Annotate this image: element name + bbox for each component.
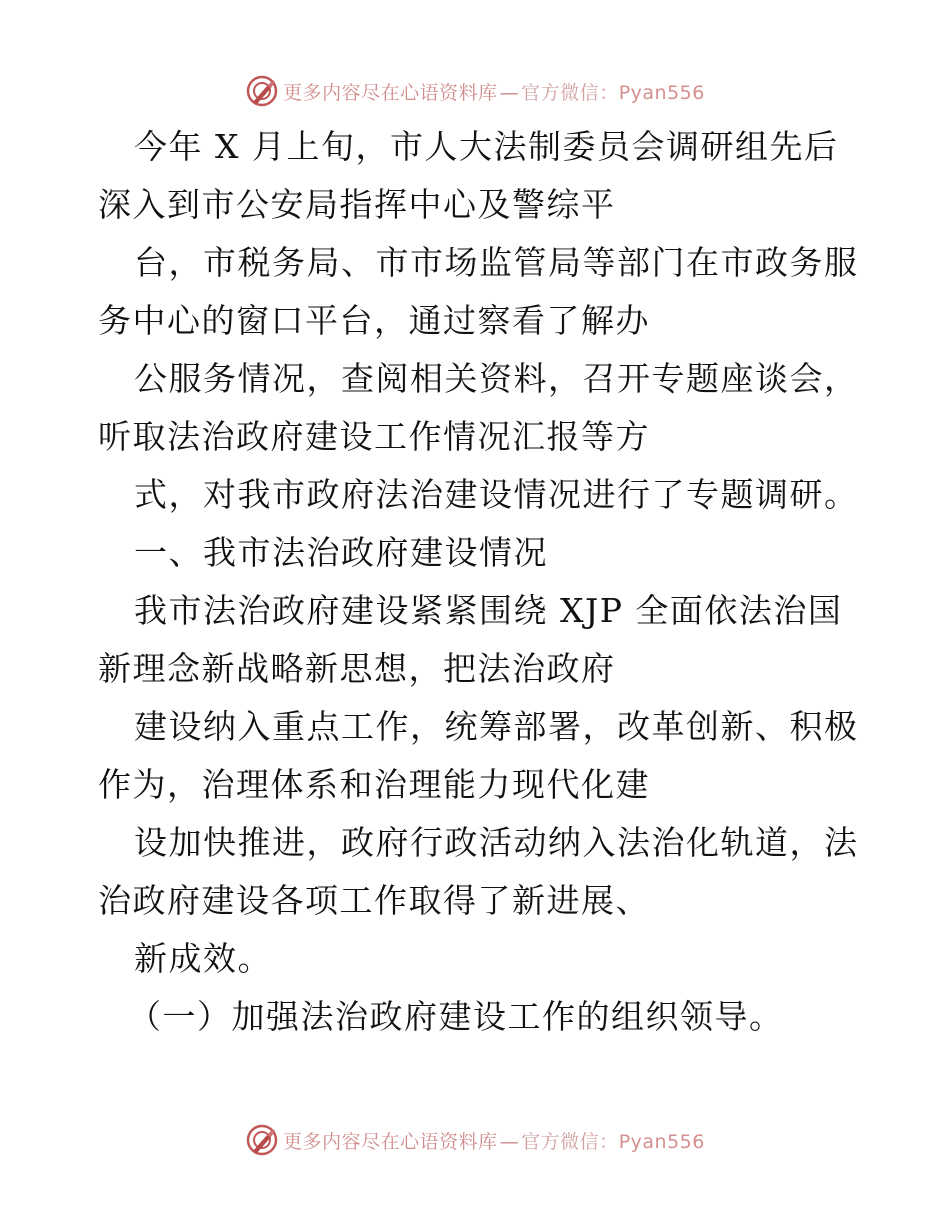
watermark-label: 官方微信： (521, 1130, 619, 1153)
watermark-text (283, 1127, 705, 1154)
text-line: 设加快推进，政府行政活动纳入法治化轨道，法 (134, 823, 859, 862)
watermark-id: Pyan556 (618, 1130, 705, 1153)
text-line: 新理念新战略新思想，把法治政府 (98, 649, 616, 688)
footer-watermark (0, 1120, 950, 1160)
text-line: 新成效。 (134, 939, 272, 978)
text-line: 公服务情况，查阅相关资料，召开专题座谈会， (134, 359, 859, 398)
text-line: 听取法治政府建设工作情况汇报等方 (98, 417, 650, 456)
watermark-dash: — (499, 1130, 520, 1153)
text-line: 建设纳入重点工作，统筹部署，改革创新、积极 (134, 707, 859, 746)
watermark-brand: 更多内容尽在心语资料库 (283, 81, 498, 104)
watermark-label: 官方微信： (521, 81, 619, 104)
section-heading: 一、我市法治政府建设情况 (134, 533, 548, 572)
text-line: 式，对我市政府法治建设情况进行了专题调研。 (134, 475, 859, 514)
watermark-id: Pyan556 (618, 81, 705, 104)
watermark-brand: 更多内容尽在心语资料库 (283, 1130, 498, 1153)
header-watermark (0, 71, 950, 111)
document-body (98, 118, 878, 1046)
text-line: 今年 X 月上旬，市人大法制委员会调研组先后 (134, 127, 839, 166)
text-line: 治政府建设各项工作取得了新进展、 (98, 881, 650, 920)
text-line: 深入到市公安局指挥中心及警综平 (98, 185, 616, 224)
text-line: 我市法治政府建设紧紧围绕 XJP 全面依法治国 (134, 591, 843, 630)
text-line: 务中心的窗口平台，通过察看了解办 (98, 301, 650, 340)
brand-logo-icon (245, 1123, 279, 1157)
brand-logo-icon (245, 74, 279, 108)
text-line: 台，市税务局、市市场监管局等部门在市政务服 (134, 243, 859, 282)
subsection-heading: （一）加强法治政府建设工作的组织领导。 (128, 997, 784, 1036)
watermark-dash: — (499, 81, 520, 104)
watermark-text (283, 78, 705, 105)
text-line: 作为，治理体系和治理能力现代化建 (98, 765, 650, 804)
